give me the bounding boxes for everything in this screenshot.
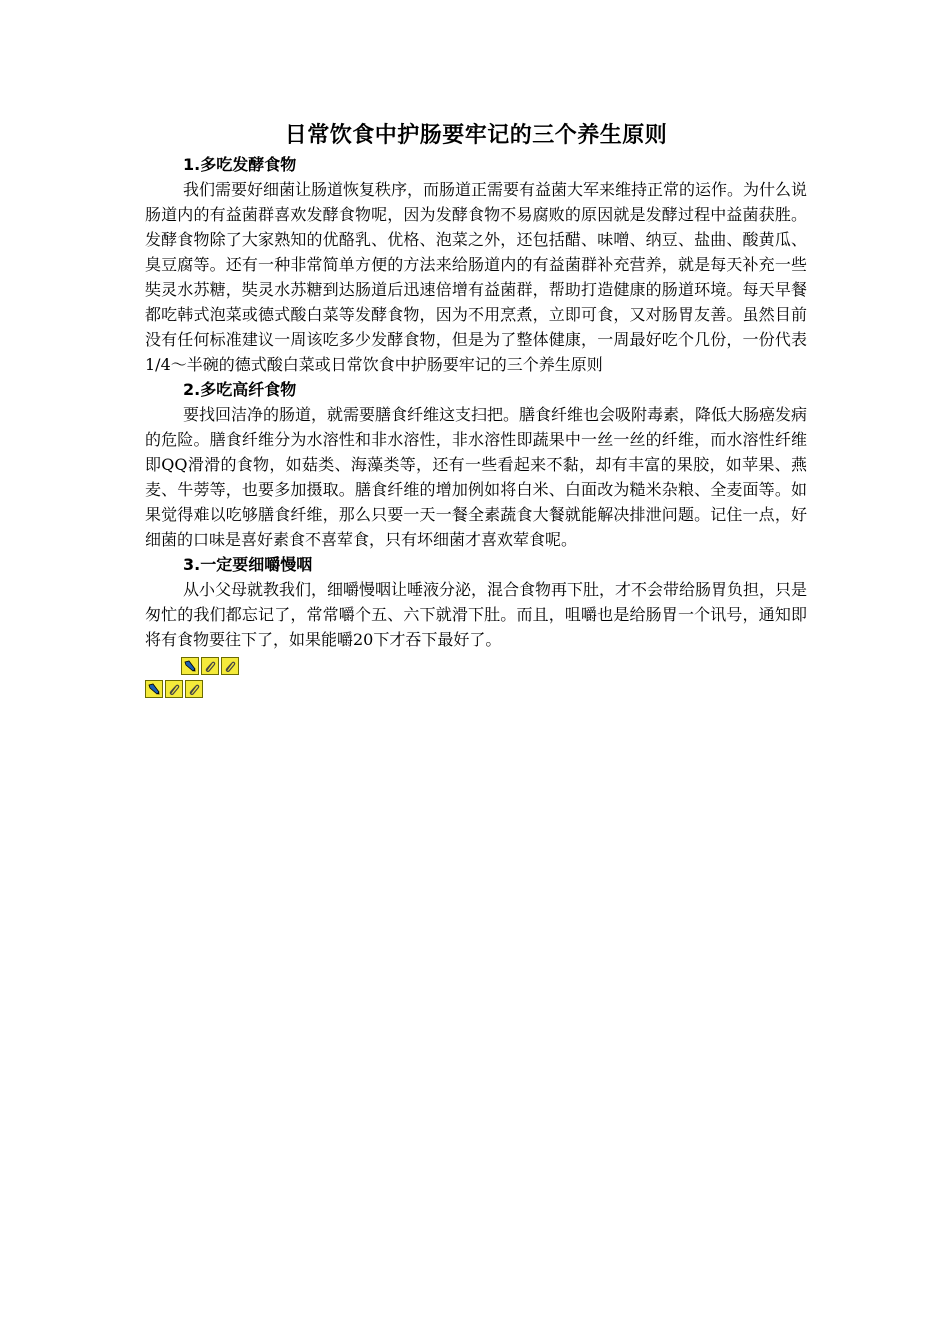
section-body-3: 从小父母就教我们，细嚼慢咽让唾液分泌，混合食物再下肚，才不会带给肠胃负担，只是匆忙的我们都忘记了，常常嚼个五、六下就滑下肚。而且，咀嚼也是给肠胃一个讯号，通知即将有食物要往下了，如果能嚼20下才吞下最好了。: [145, 580, 808, 649]
clip-icon[interactable]: [165, 680, 183, 698]
page-title: 日常饮食中护肠要牢记的三个养生原则: [284, 123, 668, 148]
embedded-toolbar-2: [145, 680, 807, 698]
pen-icon[interactable]: [181, 657, 199, 675]
section-heading-1: 1.多吃发酵食物: [183, 155, 297, 174]
section-body-2: 要找回洁净的肠道，就需要膳食纤维这支扫把。膳食纤维也会吸附毒素，降低大肠癌发病的危险。膳食纤维分为水溶性和非水溶性，非水溶性即蔬果中一丝一丝的纤维，而水溶性纤维即QQ滑滑的食物，如菇类、海藻类等，还有一些看起来不黏，却有丰富的果胶，如苹果、燕麦、牛蒡等，也要多加摄取。膳食纤维的增加例如将白米、白面改为糙米杂粮、全麦面等。如果觉得难以吃够膳食纤维，那么只要一天一餐全素蔬食大餐就能解决排泄问题。记住一点，好细菌的口味是喜好素食不喜荤食，只有坏细菌才喜欢荤食呢。: [145, 405, 808, 549]
embedded-toolbar-1: [181, 657, 807, 675]
section-heading-2: 2.多吃高纤食物: [183, 380, 297, 399]
clip-icon[interactable]: [185, 680, 203, 698]
clip-icon[interactable]: [201, 657, 219, 675]
clip-icon[interactable]: [221, 657, 239, 675]
pen-icon[interactable]: [145, 680, 163, 698]
document-page: [145, 120, 807, 698]
section-heading-3: 3.一定要细嚼慢咽: [183, 555, 313, 574]
section-body-1: 我们需要好细菌让肠道恢复秩序，而肠道正需要有益菌大军来维持正常的运作。为什么说肠道内的有益菌群喜欢发酵食物呢，因为发酵食物不易腐败的原因就是发酵过程中益菌获胜。发酵食物除了大家熟知的优酪乳、优格、泡菜之外，还包括醋、味噌、纳豆、盐曲、酸黄瓜、臭豆腐等。还有一种非常简单方便的方法来给肠道内的有益菌群补充营养，就是每天补充一些奘灵水苏糖，奘灵水苏糖到达肠道后迅速倍增有益菌群，帮助打造健康的肠道环境。每天早餐都吃韩式泡菜或德式酸白菜等发酵食物，因为不用烹煮，立即可食，又对肠胃友善。虽然目前没有任何标准建议一周该吃多少发酵食物，但是为了整体健康，一周最好吃个几份，一份代表1/4～半碗的德式酸白菜或日常饮食中护肠要牢记的三个养生原则: [145, 180, 808, 374]
